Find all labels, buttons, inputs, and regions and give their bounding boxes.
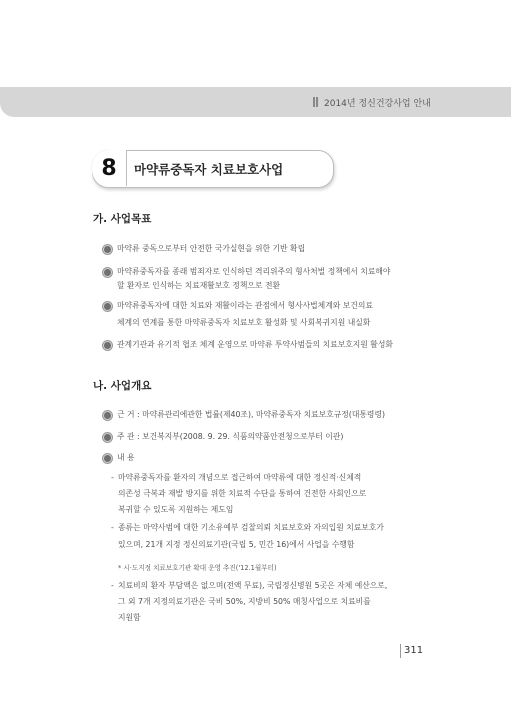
goals-heading: 가. 사업목표 xyxy=(93,213,152,225)
dash-marker: - xyxy=(111,581,114,590)
cost-line-3: 지원함 xyxy=(118,613,141,622)
bullet-icon xyxy=(103,302,112,311)
bullet-icon xyxy=(103,268,112,277)
cost-line-1: 치료비의 환자 부담액은 없으며(전액 무료), 국립정신병원 5곳은 자체 예산으로, xyxy=(118,581,388,590)
overview-authority: 주 관 : 보건복지부(2008. 9. 29. 식품의약품안전청으로부터 이관) xyxy=(117,432,344,441)
goal-item-2-line-2: 할 환자로 인식하는 치료재활보호 정책으로 전환 xyxy=(117,281,281,290)
goal-item-1-line-1: 마약류 중독으로부터 안전한 국가실현을 위한 기반 확립 xyxy=(117,244,306,253)
bullet-icon xyxy=(103,411,112,420)
goal-item-3-line-2: 체계의 연계를 통한 마약류중독자 치료보호 활성화 및 사회복귀지원 내실화 xyxy=(117,318,371,327)
detail-2-line-2: 있으며, 21개 지정 정신의료기관(국립 5, 민간 16)에서 사업을 수행함 xyxy=(118,540,355,549)
detail-1-line-1: 마약류중독자를 환자의 개념으로 접근하여 마약류에 대한 정신적·신체적 xyxy=(118,473,362,482)
section-title: 마약류중독자 치료보호사업 xyxy=(134,162,284,177)
page-number: 311 xyxy=(404,645,424,656)
section-number: 8 xyxy=(92,150,127,186)
goal-item-3-line-1: 마약류중독자에 대한 치료와 재활이라는 관점에서 형사사법체계와 보건의료 xyxy=(117,301,373,310)
detail-2-line-1: 종류는 마약사범에 대한 기소유예부 검찰의뢰 치료보호와 자의입원 치료보호가 xyxy=(118,523,384,532)
overview-basis: 근 거 : 마약류관리에관한 법률(제40조), 마약류중독자 치료보호규정(대통령령) xyxy=(117,410,386,419)
header-marker-icon xyxy=(313,97,318,107)
dash-marker: - xyxy=(111,523,114,532)
overview-content-label: 내 용 xyxy=(117,453,135,462)
cost-line-2: 그 외 7개 지정의료기관은 국비 50%, 지방비 50% 매칭사업으로 치료비를 xyxy=(118,597,371,606)
overview-heading: 나. 사업개요 xyxy=(93,380,152,392)
header-title: 2014년 정신건강사업 안내 xyxy=(324,99,431,109)
detail-1-line-3: 복귀할 수 있도록 지원하는 제도임 xyxy=(118,505,234,514)
detail-1-line-2: 의존성 극복과 재발 방지를 위한 치료적 수단을 통하여 건전한 사회인으로 xyxy=(118,489,367,498)
header-band xyxy=(0,87,511,117)
dash-marker: - xyxy=(111,473,114,482)
bullet-icon xyxy=(103,245,112,254)
goal-item-4-line-1: 관계기관과 유기적 협조 체계 운영으로 마약류 투약사범들의 치료보호지원 활성화 xyxy=(117,340,393,349)
page-number-divider xyxy=(400,644,401,658)
goal-item-2-line-1: 마약류중독자를 종래 범죄자로 인식하던 격리위주의 형사처벌 정책에서 치료해야 xyxy=(117,267,391,276)
overview-note: * 시·도지정 치료보호기관 확대 운영 추진('12.1월부터) xyxy=(118,564,277,572)
bullet-icon xyxy=(103,454,112,463)
bullet-icon xyxy=(103,433,112,442)
bullet-icon xyxy=(103,341,112,350)
